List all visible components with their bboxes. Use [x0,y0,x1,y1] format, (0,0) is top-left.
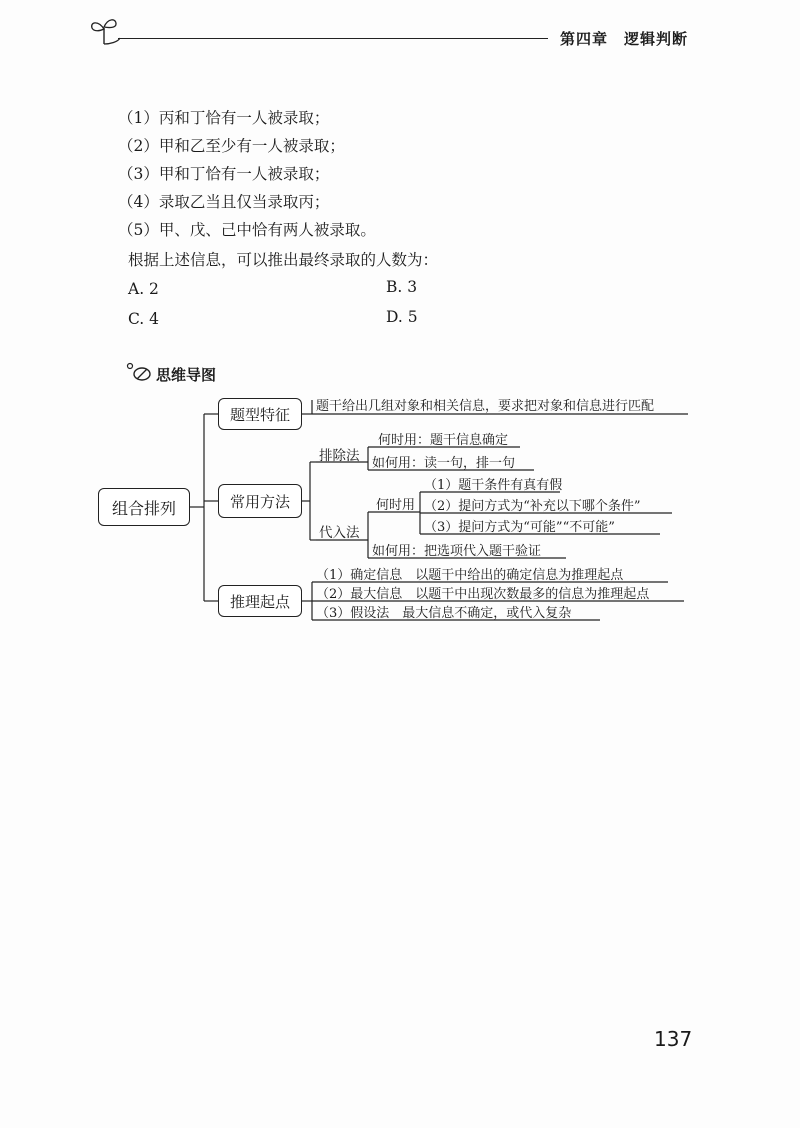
question-type-desc: 题干给出几组对象和相关信息，要求把对象和信息进行匹配 [316,399,655,414]
mindmap-root: 组合排列 [98,488,190,526]
branch-common-methods: 常用方法 [218,484,302,518]
mindmap-title: 思维导图 [156,366,217,384]
condition-2: （2）甲和乙至少有一人被录取； [118,137,345,155]
elimination-when: 何时用：题干信息确定 [378,433,509,448]
reasoning-item-2: （2）最大信息 以题干中出现次数最多的信息为推理起点 [316,587,650,602]
substitution-how: 如何用：把选项代入题干验证 [372,544,542,559]
substitution-when-2: （2）提问方式为“补充以下哪个条件” [424,499,641,514]
option-a: A. 2 [128,280,159,298]
branch-reasoning-start: 推理起点 [218,585,302,617]
reasoning-item-3: （3）假设法 最大信息不确定，或代入复杂 [316,606,572,621]
substitution-when-1: （1）题干条件有真有假 [424,478,563,493]
reasoning-item-1: （1）确定信息 以题干中给出的确定信息为推理起点 [316,568,624,583]
condition-1: （1）丙和丁恰有一人被录取； [118,109,330,127]
page-number: 137 [654,1027,693,1051]
condition-4: （4）录取乙当且仅当录取丙； [118,193,330,211]
option-c: C. 4 [128,310,160,328]
option-b: B. 3 [386,278,418,296]
substitution-when-label: 何时用 [376,498,416,513]
question-prompt: 根据上述信息，可以推出最终录取的人数为： [128,251,439,269]
elimination-how: 如何用：读一句，排一句 [372,456,516,471]
branch-question-type: 题型特征 [218,398,302,430]
method-substitution: 代入法 [319,525,360,541]
substitution-when-3: （3）提问方式为“可能”“不可能” [424,520,615,535]
option-d: D. 5 [386,308,418,326]
condition-3: （3）甲和丁恰有一人被录取； [118,165,330,183]
method-elimination: 排除法 [319,448,360,464]
condition-5: （5）甲、戊、己中恰有两人被录取。 [118,221,376,239]
chapter-title: 第四章 逻辑判断 [560,30,689,48]
